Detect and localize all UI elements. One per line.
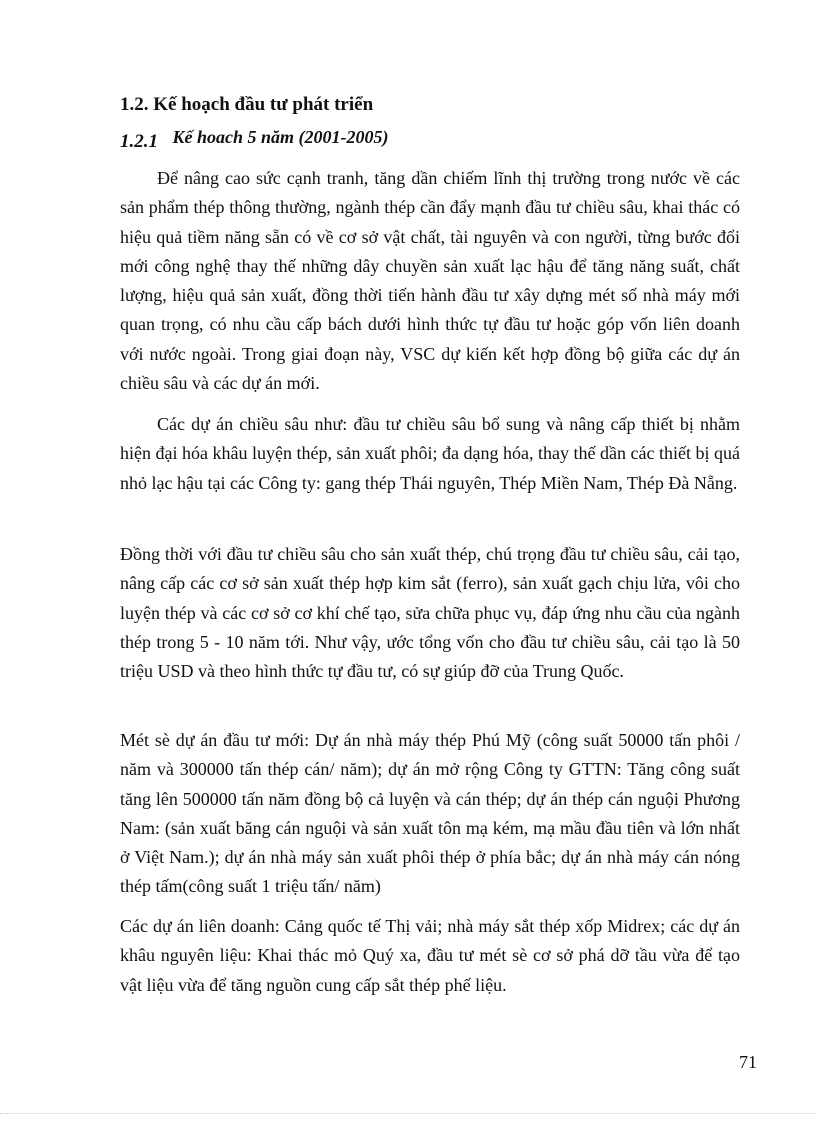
paragraph-intro: Để nâng cao sức cạnh tranh, tăng dần chiếm lĩnh thị trường trong nước về các sản phẩm thép thông thường, ngành thép cần đẩy mạnh đầu tư chiều sâu, khai thác có hiệu quả tiềm năng sẵn có về cơ sở vật chất, tài nguyên và con người, từng bước đổi mới công nghệ thay thế những dây chuyền sản xuất lạc hậu để tăng năng suất, chất lượng, hiệu quả sản xuất, đồng thời tiến hành đầu tư xây dựng mét số nhà máy mới quan trọng, có nhu cầu cấp bách dưới hình thức tự đầu tư hoặc góp vốn liên doanh với nước ngoài. Trong giai đoạn này, VSC dự kiến kết hợp đồng bộ giữa các dự án chiều sâu và các dự án mới. bbox=[120, 168, 740, 394]
paragraph-joint-ventures: Các dự án liên doanh: Cảng quốc tế Thị vải; nhà máy sắt thép xốp Midrex; các dự án khâu nguyên liệu: Khai thác mỏ Quý xa, đầu tư mét sè cơ sở phá dỡ tầu vừa để tạo vật liệu vừa để tăng nguồn cung cấp sắt thép phế liệu. bbox=[120, 916, 740, 995]
page-bottom-divider bbox=[0, 1113, 816, 1114]
page-number: 71 bbox=[739, 1052, 757, 1072]
subsection-title: Kế hoach 5 năm (2001-2005) bbox=[172, 127, 389, 147]
paragraph-deep-investment: Các dự án chiều sâu như: đầu tư chiều sâu bổ sung và nâng cấp thiết bị nhằm hiện đại hóa khâu luyện thép, sản xuất phôi; đa dạng hóa, thay thế dần các thiết bị quá nhỏ lạc hậu tại các Công ty: gang thép Thái nguyên, Thép Miền Nam, Thép Đà Nẵng. bbox=[120, 414, 740, 493]
paragraph-new-projects: Mét sè dự án đầu tư mới: Dự án nhà máy thép Phú Mỹ (công suất 50000 tấn phôi / năm và 300000 tấn thép cán/ năm); dự án mở rộng Công ty GTTN: Tăng công suất tăng lên 500000 tấn năm đồng bộ cả luyện và cán thép; dự án thép cán nguội Phương Nam: (sản xuất băng cán nguội và sản xuất tôn mạ kém, mạ mầu đầu tiên và lớn nhất ở Việt Nam.); dự án nhà máy sản xuất phôi thép ở phía bắc; dự án nhà máy cán nóng thép tấm(công suất 1 triệu tấn/ năm) bbox=[120, 730, 740, 897]
subsection-number: 1.2.1 bbox=[120, 131, 158, 152]
paragraph-concurrent-investment: Đồng thời với đầu tư chiều sâu cho sản xuất thép, chú trọng đầu tư chiều sâu, cải tạo, nâng cấp các cơ sở sản xuất thép hợp kim sắt (ferro), sản xuất gạch chịu lửa, vôi cho luyện thép và các cơ sở cơ khí chế tạo, sửa chữa phục vụ, đáp ứng nhu cầu của ngành thép trong 5 - 10 năm tới. Như vậy, ước tổng vốn cho đầu tư chiều sâu, cải tạo là 50 triệu USD và theo hình thức tự đầu tư, có sự giúp đỡ của Trung Quốc. bbox=[120, 544, 740, 682]
subsection-heading bbox=[120, 127, 389, 152]
section-heading: 1.2. Kế hoạch đầu tư phát triển bbox=[120, 94, 374, 115]
